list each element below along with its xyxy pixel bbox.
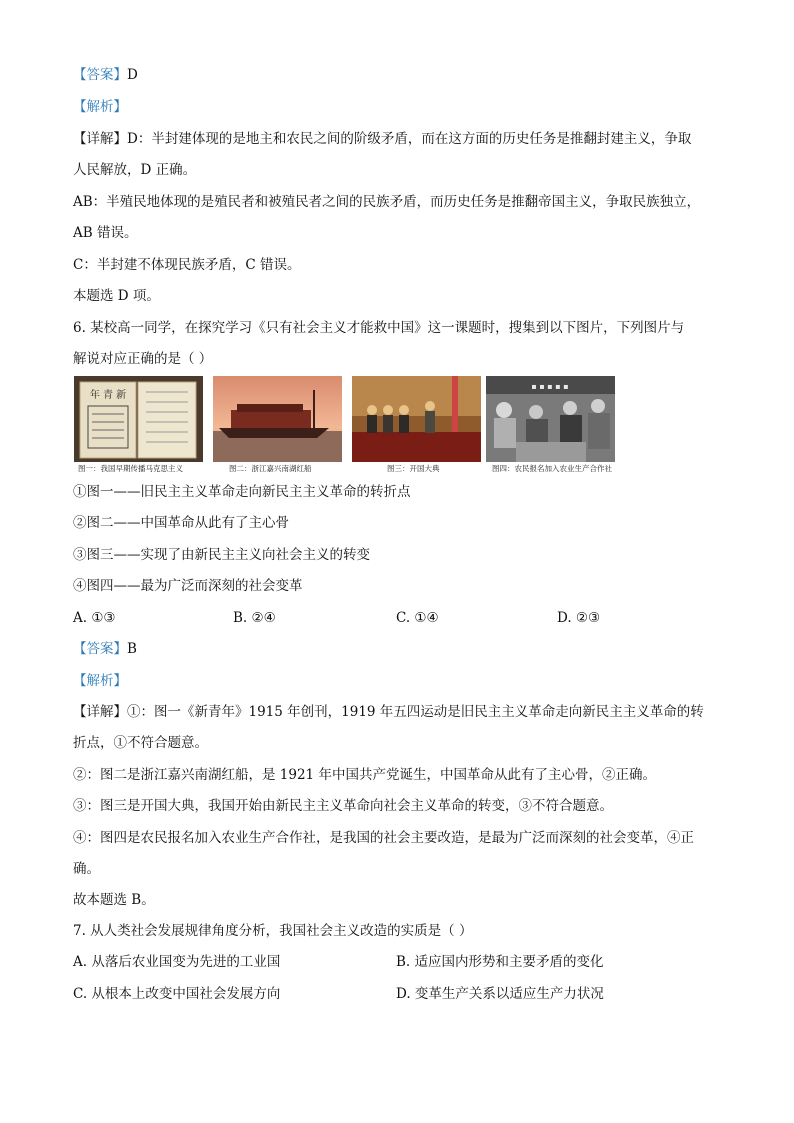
q5-analysis-tag: 【解析】: [73, 99, 127, 115]
cooperative-registration-photo: [486, 376, 615, 462]
q7-option-c: C. 从根本上改变中国社会发展方向: [73, 986, 281, 1002]
detail-text: ①：图一《新青年》1915 年创刊，1919 年五四运动是旧民主主义革命走向新民主主义革命的转: [127, 704, 704, 720]
q5-ab-line1: AB：半殖民地体现的是殖民者和被殖民者之间的民族矛盾，而历史任务是推翻帝国主义，争取民族独立，: [73, 194, 701, 210]
option-c: C. ①④: [396, 610, 439, 626]
q7-option-d: D. 变革生产关系以适应生产力状况: [396, 986, 604, 1002]
q6-detail-4a: ④：图四是农民报名加入农业生产合作社，是我国的社会主要改造，是最为广泛而深刻的社会变革，④正: [73, 830, 694, 846]
q7-stem: 7. 从人类社会发展规律角度分析，我国社会主义改造的实质是（ ）: [73, 923, 473, 939]
q7-option-a: A. 从落后农业国变为先进的工业国: [73, 954, 281, 970]
q7-option-b: B. 适应国内形势和主要矛盾的变化: [396, 954, 604, 970]
q6-answer-line: [73, 639, 137, 659]
q6-detail-1b: 折点，①不符合题意。: [73, 735, 208, 751]
statement-2: ②图二——中国革命从此有了主心骨: [73, 515, 289, 531]
q5-ab-line2: AB 错误。: [73, 225, 138, 241]
q6-stem-line2: 解说对应正确的是（ ）: [73, 351, 213, 367]
q5-answer-line: [73, 65, 138, 85]
svg-text:年 青 新: 年 青 新: [89, 390, 127, 401]
q6-analysis-tag: 【解析】: [73, 673, 127, 689]
figure-caption-4: 图四：农民报名加入农业生产合作社: [492, 464, 612, 473]
statement-1: ①图一——旧民主主义革命走向新民主主义革命的转折点: [73, 484, 411, 500]
q6-conclusion: 故本题选 B。: [73, 892, 155, 908]
statement-4: ④图四——最为广泛而深刻的社会变革: [73, 578, 303, 594]
option-a: A. ①③: [73, 610, 116, 626]
figure-caption-3: 图三：开国大典: [387, 464, 440, 473]
option-b: B. ②④: [233, 610, 276, 626]
red-boat-photo: [213, 376, 342, 462]
svg-text:▪ ▪ ▪ ▪ ▪: ▪ ▪ ▪ ▪ ▪: [531, 382, 569, 391]
detail-text: D：半封建体现的是地主和农民之间的阶级矛盾，而在这方面的历史任务是推翻封建主义，争取: [127, 131, 692, 147]
q5-conclusion: 本题选 D 项。: [73, 288, 160, 304]
figure-caption-1: 图一：我国早期传播马克思主义: [78, 464, 183, 473]
detail-tag: 【详解】: [73, 131, 127, 147]
q5-detail-line1: [73, 129, 691, 149]
q6-detail-2: ②：图二是浙江嘉兴南湖红船，是 1921 年中国共产党诞生，中国革命从此有了主心骨，②正确。: [73, 767, 656, 783]
answer-tag: 【答案】: [73, 67, 127, 83]
detail-tag: 【详解】: [73, 704, 127, 720]
q6-detail-1a: [73, 702, 704, 722]
q6-detail-3: ③：图三是开国大典，我国开始由新民主主义革命向社会主义革命的转变，③不符合题意。: [73, 798, 613, 814]
new-youth-magazine-photo: [74, 376, 203, 462]
founding-ceremony-painting: [352, 376, 481, 462]
option-d: D. ②③: [557, 610, 601, 626]
q5-detail-line2: 人民解放，D 正确。: [73, 162, 197, 178]
answer-tag: 【答案】: [73, 641, 127, 657]
q6-detail-4b: 确。: [73, 861, 100, 877]
q6-stem-line1: 6. 某校高一同学，在探究学习《只有社会主义才能救中国》这一课题时，搜集到以下图片，下列图片与: [73, 320, 685, 336]
answer-value: D: [127, 67, 138, 83]
q5-c-line: C：半封建不体现民族矛盾，C 错误。: [73, 257, 301, 273]
figure-caption-2: 图二：浙江嘉兴南湖红船: [229, 464, 312, 473]
answer-value: B: [127, 641, 137, 657]
statement-3: ③图三——实现了由新民主主义向社会主义的转变: [73, 547, 370, 563]
